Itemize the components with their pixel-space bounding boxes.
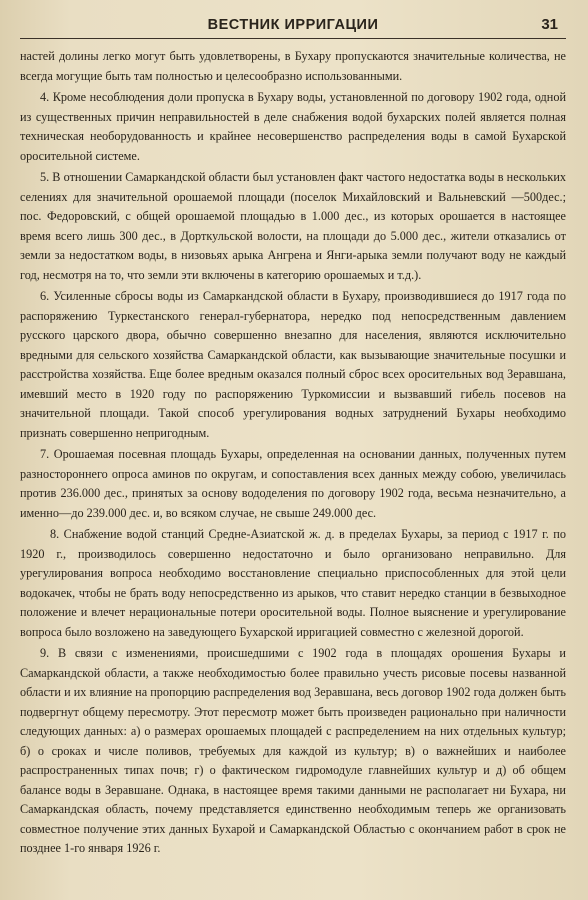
- page-number: 31: [541, 16, 558, 33]
- body-text: [20, 47, 566, 859]
- paragraph-8: 8. Снабжение водой станций Средне-Азиатской ж. д. в пределах Бухары, за период с 1917 г. по 1920 г., производилось совершенно недостаточно и было организовано неправильно. Для урегулирования вопроса необходимо восстановление специально приспособленных для этой цели водокачек, чтобы не брать воду непосредственно из арыков, что ставит нередко станции в безвыходное положение и влечет нерациональные потери оросительной воды. Полное выяснение и урегулирование вопроса было возложено на заведующего Бухарской ирригацией совместно с железной дорогой.: [20, 527, 566, 639]
- running-title: ВЕСТНИК ИРРИГАЦИИ: [207, 17, 379, 33]
- paragraph-9: 9. В связи с изменениями, происшедшими с 1902 года в площадях орошения Бухары и Самаркандской области, а также необходимостью более правильно учесть рисовые посевы названной области и их влияние на пропорцию распределения вод Зеравшана, весь договор 1902 года должен быть подвергнут общему пересмотру. Этот пересмотр может быть произведен рационально при наличности следующих данных: а) о размерах орошаемых площадей с распределением на них отдельных культур; б) о сроках и числе поливов, требуемых для каждой из культур; в) о важнейших и наиболее распространенных типах почв; г) о фактическом гидромодуле главнейших культур и д) об общем балансе воды в Зеравшане. Однака, в настоящее время такими данными не располагает ни Бухара, ни Самаркандская область, почему представляется единственно необходимым теперь же организовать совместное получение этих данных Бухарой и Самаркандской Областью с окончанием работ в срок не позднее 1-го января 1926 г.: [20, 646, 566, 855]
- paragraph-7: 7. Орошаемая посевная площадь Бухары, определенная на основании данных, полученных путем разностороннего опроса аминов по округам, и сопоставления всех данных между собою, увеличилась против 236.000 дес., принятых за основу вододеления по договору 1902 года, весьма незначительно, а именно—до 239.000 дес. и, во всяком случае, не свыше 249.000 дес.: [20, 447, 566, 520]
- paragraph-4: 4. Кроме несоблюдения доли пропуска в Бухару воды, установленной по договору 1902 года, одной из существенных причин неправильностей в деле снабжения водой бухарских полей является полная техническая необорудованность и крайнее несовершенство распределения воды в самой Бухарской оросительной системе.: [20, 90, 566, 163]
- paragraph-6: 6. Усиленные сбросы воды из Самаркандской области в Бухару, производившиеся до 1917 года по распоряжению Туркестанского генерал-губернатора, нередко под непосредственным давлением русского царского двора, обычно совершенно внезапно для населения, являются исключительно вредными для сельского хозяйства Самаркандской области, как вызывающие значительные посушки и расстройства хозяйства. Еще более вредным оказался полный сброс всех оросительных вод Зеравшана, имевший место в 1920 году по распоряжению Туркомиссии и вызвавший гибель посевов на значительной площади. Такой способ урегулирования водных затруднений Бухары необходимо признать совершенно непригодным.: [20, 289, 566, 440]
- running-header: [20, 16, 566, 39]
- paragraph-continuation: настей долины легко могут быть удовлетворены, в Бухару пропускаются значительные количества, не всегда могущие быть там полностью и целесообразно использованными.: [20, 49, 566, 83]
- paragraph-5: 5. В отношении Самаркандской области был установлен факт частого недостатка воды в нескольких селениях для значительной орошаемой площади (поселок Михайловский и Вальневский —500дес.; пос. Федоровский, с общей орошаемой площадью в 1.000 дес., из которых орошается в настоящее время всего лишь 300 дес., в Дорткульской волости, на площади до 5.000 дес., жители отказались от земли за недостатком воды, в низовьях арыка Ангрена и Янги-арыка земли получают воду не каждый год, несмотря на то, что земли эти включены в категорию орошаемых и т.д.).: [20, 170, 566, 282]
